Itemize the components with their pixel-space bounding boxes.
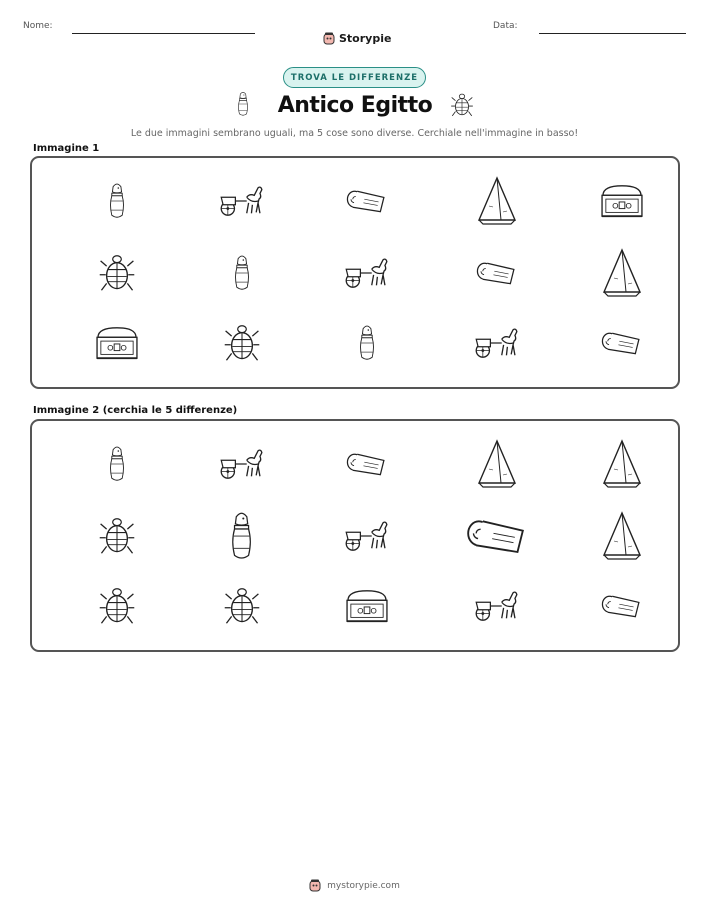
scroll-icon[interactable] xyxy=(332,431,402,497)
name-field[interactable] xyxy=(72,33,255,34)
treasure-chest-icon xyxy=(587,168,657,234)
name-label: Nome: xyxy=(23,21,53,31)
chariot-icon xyxy=(332,240,402,306)
chariot-icon[interactable] xyxy=(207,431,277,497)
canopic-jar-icon xyxy=(332,310,402,376)
brand-name: Storypie xyxy=(339,32,392,45)
header xyxy=(0,18,709,45)
pyramid-icon[interactable] xyxy=(587,503,657,569)
storypie-logo-icon xyxy=(309,879,321,892)
treasure-chest-icon xyxy=(82,310,152,376)
canopic-jar-icon[interactable] xyxy=(207,503,277,569)
scroll-icon xyxy=(587,310,657,376)
scarab-icon[interactable] xyxy=(207,573,277,639)
canopic-jar-icon[interactable] xyxy=(82,431,152,497)
instructions: Le due immagini sembrano uguali, ma 5 cose sono diverse. Cerchiale nell'immagine in basso! xyxy=(130,128,579,139)
scarab-icon xyxy=(207,310,277,376)
scarab-icon xyxy=(82,240,152,306)
footer xyxy=(0,879,709,892)
chariot-icon[interactable] xyxy=(462,573,532,639)
image2-label: Immagine 2 (cerchia le 5 differenze) xyxy=(33,405,238,416)
brand-logo xyxy=(323,32,391,45)
image2-panel[interactable] xyxy=(30,419,680,652)
chariot-icon xyxy=(207,168,277,234)
page-title: Antico Egitto xyxy=(277,93,433,118)
scarab-icon xyxy=(450,92,474,122)
treasure-chest-icon[interactable] xyxy=(332,573,402,639)
activity-badge: TROVA LE DIFFERENZE xyxy=(283,67,426,88)
scroll-icon[interactable] xyxy=(587,573,657,639)
scarab-icon[interactable] xyxy=(82,503,152,569)
storypie-logo-icon xyxy=(323,32,335,45)
chariot-icon xyxy=(462,310,532,376)
pyramid-icon[interactable] xyxy=(587,431,657,497)
chariot-icon[interactable] xyxy=(332,503,402,569)
footer-url: mystorypie.com xyxy=(327,880,400,891)
canopic-jar-icon xyxy=(234,90,252,122)
pyramid-icon xyxy=(587,240,657,306)
scarab-icon[interactable] xyxy=(82,573,152,639)
image1-panel xyxy=(30,156,680,389)
scroll-icon xyxy=(332,168,402,234)
pyramid-icon xyxy=(462,168,532,234)
date-field[interactable] xyxy=(539,33,686,34)
canopic-jar-icon xyxy=(207,240,277,306)
image1-label: Immagine 1 xyxy=(33,143,100,154)
canopic-jar-icon xyxy=(82,168,152,234)
date-label: Data: xyxy=(493,21,518,31)
scroll-icon[interactable] xyxy=(462,503,532,569)
scroll-icon xyxy=(462,240,532,306)
pyramid-icon[interactable] xyxy=(462,431,532,497)
